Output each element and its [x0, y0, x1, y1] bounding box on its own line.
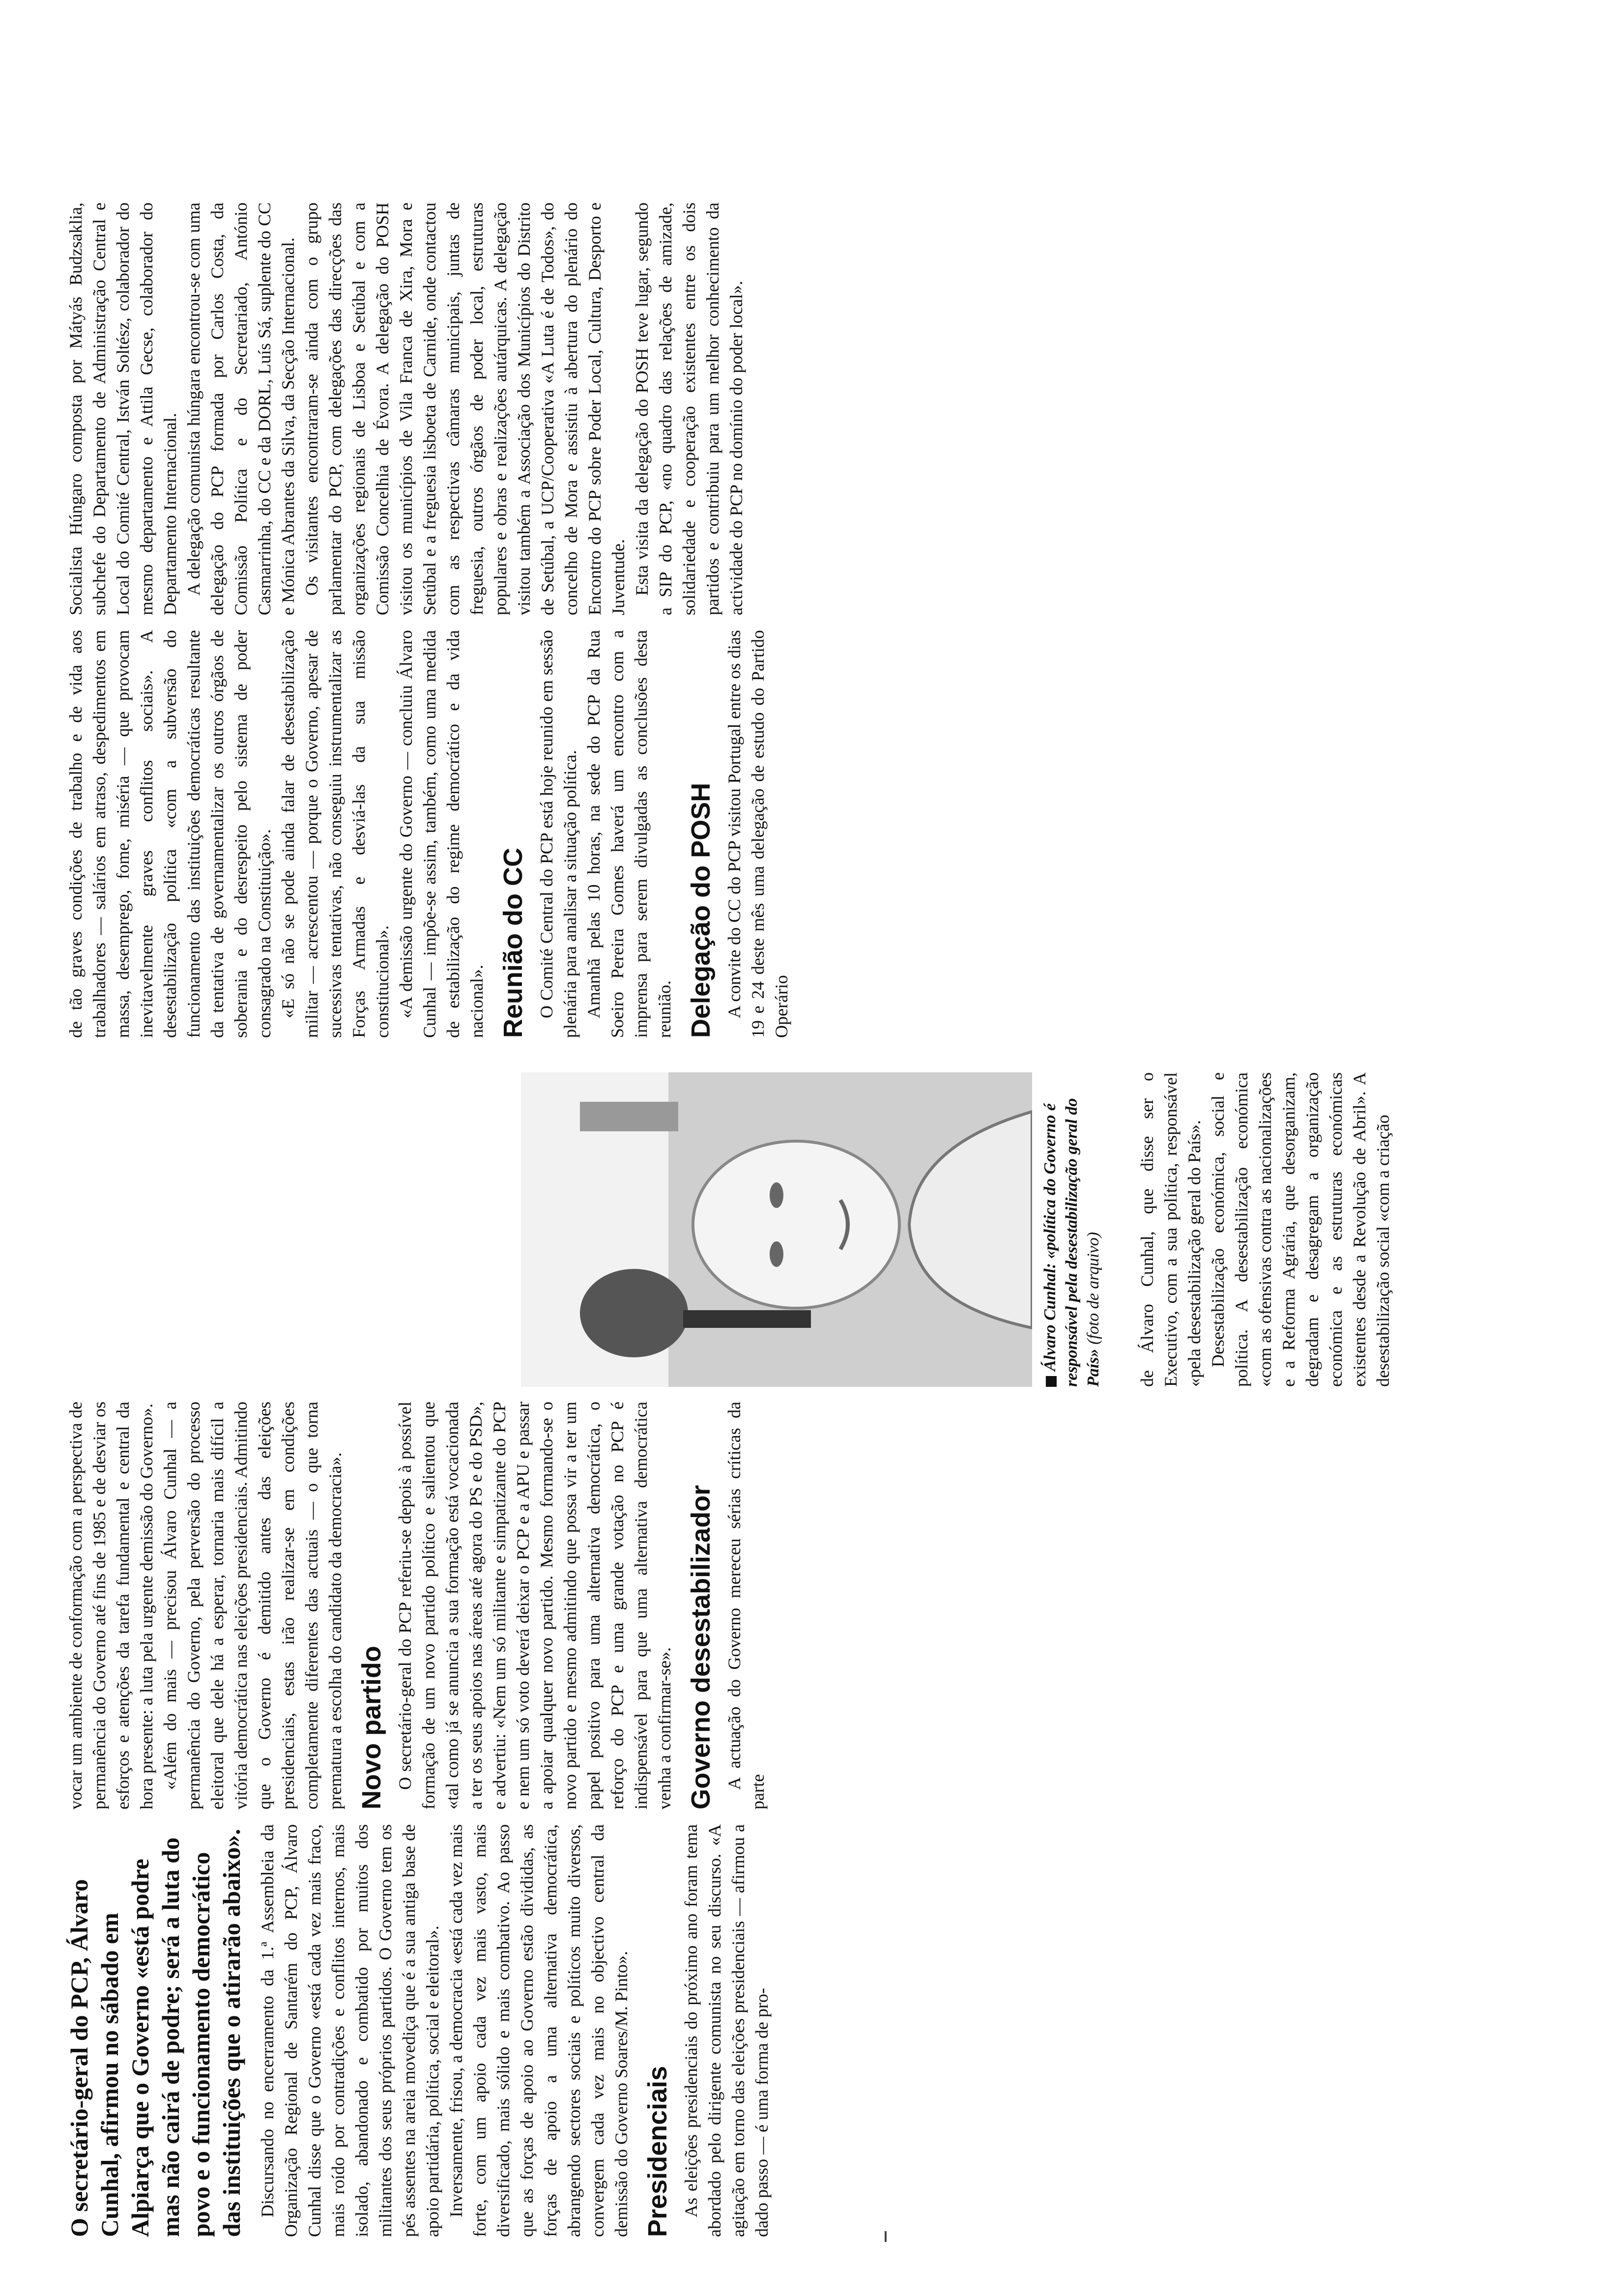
column-3 [1135, 1072, 1395, 1387]
body-paragraph: Inversamente, frisou, a democracia «está cada vez mais forte, com um apoio cada vez mais vasto, mais diversificado, mais sólido e mais combativo. Ao passo que as forças de apoio ao Governo estão divididas, as forças de apoio a uma alternativa democrática, abrangendo sectores sociais e políticos muito diversos, convergem cada vez mais no objectivo central da demissão do Governo Soares/M. Pinto». [446, 1824, 631, 2237]
body-paragraph: Discursando no encerramento da 1.ª Assembleia da Organização Regional de Santarém do PCP, Álvaro Cunhal disse que o Governo «está cada vez mais fraco, mais roído por contradições e conflitos internos, mais isolado, abandonado e combatido por muitos dos militantes dos seus próprios partidos. O Governo tem os pés assentes na areia movediça que é a sua antiga base de apoio partidária, política, social e eleitoral». [258, 1824, 442, 2237]
caption-credit: (foto de arquivo) [1084, 1232, 1102, 1345]
body-paragraph: Amanhã pelas 10 horas, na sede do PCP da Rua Soeiro Pereira Gomes haverá um encontro com a imprensa para serem divulgadas as conclusões desta reunião. [584, 630, 674, 1038]
body-paragraph: O Comité Central do PCP está hoje reunido em sessão plenária para analisar a situação política. [537, 630, 580, 1038]
body-paragraph: A actuação do Governo mereceu sérias críticas da parte [724, 1402, 768, 1809]
body-paragraph: O secretário-geral do PCP referiu-se depois à possível formação de um novo partido político e salientou que «tal como já se anuncia a sua formação está vocacionada a ter os seus apoios nas áreas até agora do PS e do PSD», e advertiu: «Nem um só militante e simpatizante do PCP e nem um só voto deverá deixar o PCP e a APU e passar a apoiar qualquer novo partido. Mesmo formando-se o novo partido e mesmo admitindo que possa vir a ter um papel positivo para uma alternativa democrática, o reforço do PCP e uma grande votação no PCP é indispensável para que uma alternativa democrática venha a confirmar-se». [395, 1402, 674, 1809]
body-paragraph: Socialista Húngaro composta por Mátyás Budzsaklia, subchefe do Departamento de Administração Central e Local do Comité Central, István Soltész, colaborador do mesmo departamento e Attila Gecse, colaborador do Departamento Internacional. [66, 202, 180, 615]
column-1 [64, 1824, 774, 2237]
body-paragraph: A convite do CC do PCP visitou Portugal entre os dias 19 e 24 deste mês uma delegação de estudo do Partido Operário [724, 630, 791, 1038]
column-4 [64, 630, 793, 1038]
body-paragraph: de tão graves condições de trabalho e de vida aos trabalhadores — salários em atraso, despedimentos em massa, desemprego, fome, miséria — que provocam inevitavelmente graves conflitos sociais». A desestabilização política «com a subversão do funcionamento das instituições democráticas resultante da tentativa de governamentalizar os outros órgãos de soberania e do desrespeito pelo sistema de poder consagrado na Constituição». [66, 630, 274, 1038]
subheading-presidenciais: Presidenciais [643, 2066, 672, 2237]
scan-mark [885, 2231, 887, 2242]
body-paragraph: Os visitantes encontraram-se ainda com o grupo parlamentar do PCP, com delegações das direcções das organizações regionais de Lisboa e Setúbal e com a Comissão Concelhia de Évora. A delegação do POSH visitou os municípios de Vila Franca de Xira, Mora e Setúbal e a freguesia lisboeta de Carnide, onde contactou com as respectivas câmaras municipais, juntas de freguesia, outros órgãos de poder local, estruturas populares e obras e realizações autárquicas. A delegação visitou também a Associação dos Municípios do Distrito de Setúbal, a UCP/Cooperativa «A Luta é de Todos», do concelho de Mora e assistiu à abertura do plenário do Encontro do PCP sobre Poder Local, Cultura, Desporto e Juventude. [302, 202, 628, 615]
body-paragraph: vocar um ambiente de conformação com a perspectiva de permanência do Governo até fins de 1985 e de desviar os esforços e atenções da tarefa fundamental e central da hora presente: a luta pela urgente demissão do Governo». [66, 1402, 156, 1809]
column-5 [64, 202, 748, 615]
subheading-reuniao-cc: Reunião do CC [498, 848, 528, 1038]
subheading-governo-desestabilizador: Governo desestabilizador [686, 1485, 716, 1809]
photo-caption [1039, 1072, 1104, 1387]
lead-paragraph: O secretário-geral do PCP, Álvaro Cunhal, afirmou no sábado em Alpiarça que o Governo «está podre mas não cairá de podre; será a luta do povo e o funcionamento democrático das instituições que o atirarão abaixo». [65, 1829, 245, 2237]
column-2 [64, 1402, 770, 1809]
body-paragraph: Esta visita da delegação do POSH teve lugar, segundo a SIP do PCP, «no quadro das relações de amizade, solidariedade e cooperação existentes entre os dois partidos e contribuiu para um melhor conhecimento da actividade do PCP no domínio do poder local». [632, 202, 746, 615]
body-paragraph: «A demissão urgente do Governo — concluiu Álvaro Cunhal — impõe-se assim, também, como uma medida de estabilização do regime democrático e da vida nacional». [396, 630, 487, 1038]
photo-illustration [521, 1072, 1032, 1387]
caption-bullet-icon [1046, 1376, 1057, 1387]
body-paragraph: «E só não se pode ainda falar de desestabilização militar — acrescentou — porque o Governo, apesar de sucessivas tentativas, não conseguiu instrumentalizar as Forças Armadas e desviá-las da sua missão constitucional». [278, 630, 392, 1038]
body-paragraph: As eleições presidenciais do próximo ano foram tema abordado pelo dirigente comunista no seu discurso. «A agitação em torno das eleições presidenciais — afirmou a dado passo — é uma forma de pro- [681, 1824, 772, 2237]
body-paragraph: «Além do mais — precisou Álvaro Cunhal — a permanência do Governo, pela perversão do processo eleitoral que dele há a esperar, tornaria mais difícil a vitória democrática nas eleições presidenciais. Admitindo que o Governo é demitido antes das eleições presidenciais, estas irão realizar-se em condições completamente diferentes das actuais — o que torna prematura a escolha do candidato da democracia». [160, 1402, 345, 1809]
subheading-novo-partido: Novo partido [357, 1646, 386, 1809]
body-paragraph: de Álvaro Cunhal, que disse ser o Executivo, com a sua política, responsável «pela desestabilização geral do País». [1137, 1072, 1204, 1387]
portrait-photo [521, 1072, 1032, 1387]
body-paragraph: Desestabilização económica, social e política. A desestabilização económica «com as ofensivas contra as nacionalizações e a Reforma Agrária, que desorganizam, degradam e desagregam a organização económica e as estruturas económicas existentes desde a Revolução de Abril». A desestabilização social «com a criação [1208, 1072, 1393, 1387]
body-paragraph: A delegação comunista húngara encontrou-se com uma delegação do PCP formada por Carlos Costa, da Comissão Política e do Secretariado, António Casmarrinha, do CC e da DORL, Luís Sá, suplente do CC e Mónica Abrantes da Silva, da Secção Internacional. [184, 202, 298, 615]
caption-text: Álvaro Cunhal: «política do Governo é responsável pela desestabilização geral do País» [1041, 1098, 1102, 1387]
subheading-delegacao-posh: Delegação do POSH [686, 782, 716, 1038]
